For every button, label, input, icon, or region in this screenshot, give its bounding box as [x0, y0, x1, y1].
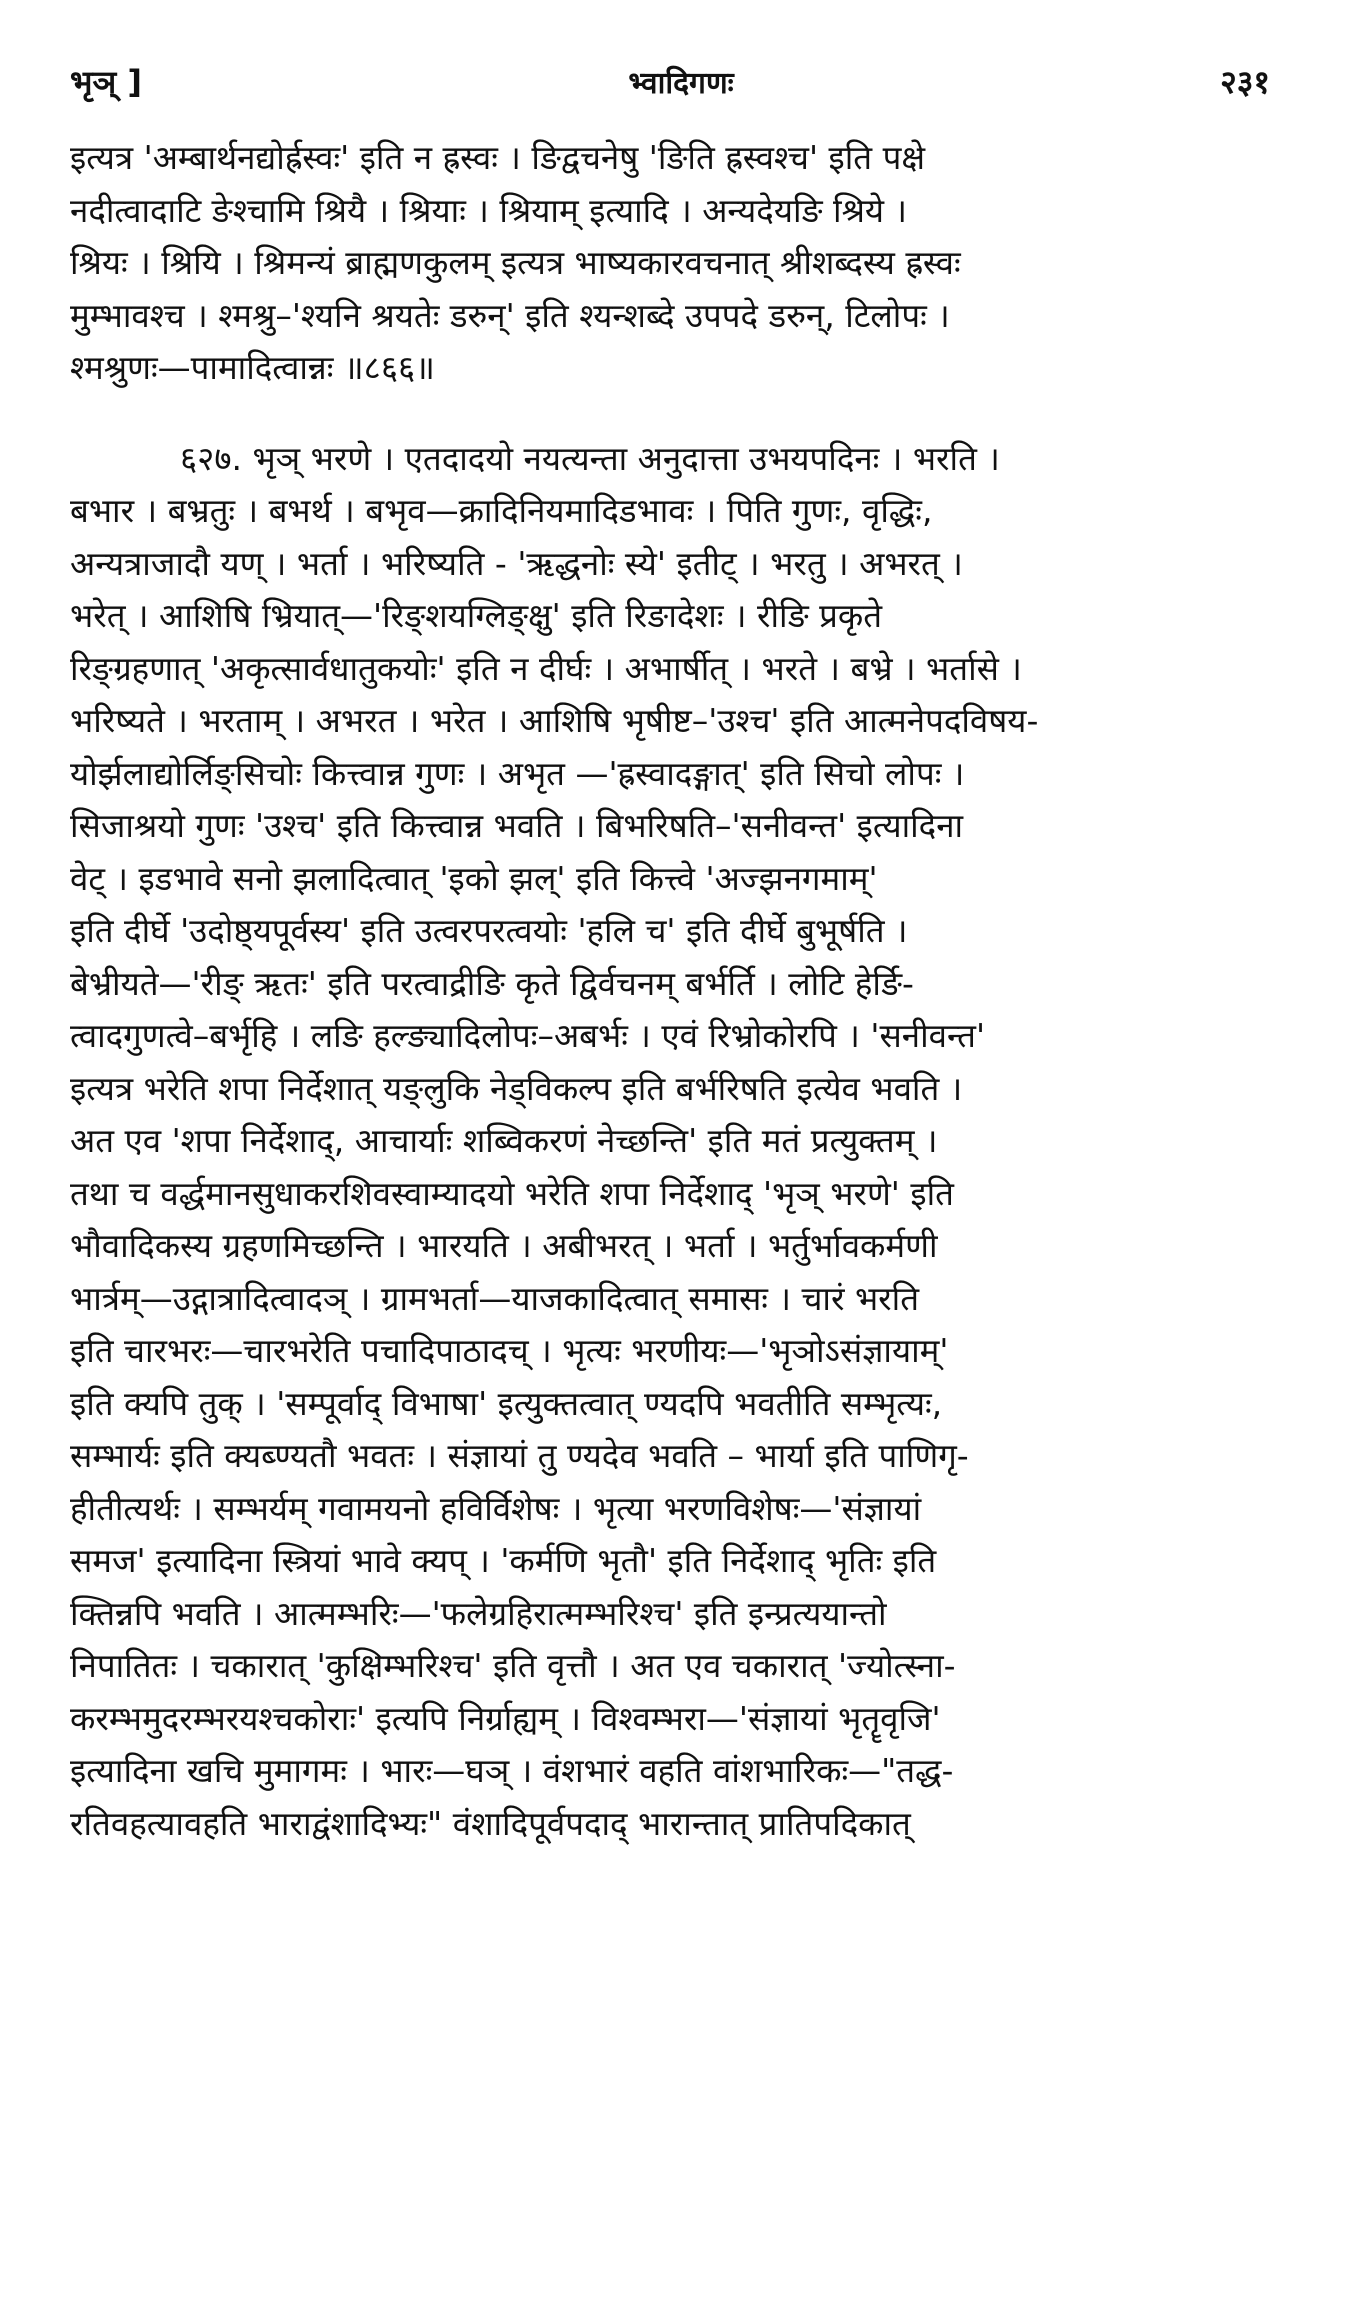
text-line: इति दीर्घे 'उदोष्ठ्यपूर्वस्य' इति उत्वरपरत्वयोः 'हलि च' इति दीर्घे बुभूर्षति ।: [70, 911, 908, 950]
text-line: सम्भार्यः इति क्यब्ण्यतौ भवतः । संज्ञायां तु ण्यदेव भवति – भार्या इति पाणिगृ-: [70, 1436, 969, 1475]
text-line: इति क्यपि तुक् । 'सम्पूर्वाद् विभाषा' इत्युक्तत्वात् ण्यदपि भवतीति सम्भृत्यः,: [70, 1383, 943, 1423]
text-line: अन्यत्राजादौ यण् । भर्ता । भरिष्यति - 'ऋद्धनोः स्ये' इतीट् । भरतु । अभरत् ।: [70, 543, 963, 583]
text-line: श्रियः । श्रियि । श्रिमन्यं ब्राह्मणकुलम् इत्यत्र भाष्यकारवचनात् श्रीशब्दस्य ह्रस्वः: [70, 243, 961, 282]
text-line: रतिवहत्यावहति भाराद्वंशादिभ्यः" वंशादिपूर्वपदाद् भारान्तात् प्रातिपदिकात्: [70, 1803, 911, 1843]
text-line: बभार । बभ्रतुः । बभर्थ । बभृव—क्रादिनियमादिडभावः । पिति गुणः, वृद्धिः,: [70, 491, 933, 530]
text-line: हीतीत्यर्थः । सम्भर्यम् गवामयनो हविर्विशेषः । भृत्या भरणविशेषः—'संज्ञायां: [70, 1488, 922, 1528]
text-line: अत एव 'शपा निर्देशाद्, आचार्याः शब्विकरणं नेच्छन्ति' इति मतं प्रत्युक्तम् ।: [70, 1121, 938, 1160]
text-line: त्वादगुणत्वे–बर्भृहि । लङि हल्ङ्यादिलोपः–अबर्भः । एवं रिभ्रोकोरपि । 'सनीवन्त': [70, 1016, 986, 1055]
text-line: बेभ्रीयते—'रीङ् ऋतः' इति परत्वाद्रीङि कृते द्विर्वचनम् बर्भर्ति । लोटि हेर्ङि-: [70, 963, 914, 1003]
text-line: समज' इत्यादिना स्त्रियां भावे क्यप् । 'कर्मणि भृतौ' इति निर्देशाद् भृतिः इति: [70, 1541, 937, 1580]
text-line: करम्भमुदरम्भरयश्चकोराः' इत्यपि निर्ग्राह्यम् । विश्वम्भरा—'संज्ञायां भृतॄवृजि': [70, 1698, 941, 1738]
text-line: वेट् । इडभावे सनो झलादित्वात् 'इको झल्' इति कित्त्वे 'अज्झनगमाम्': [70, 858, 878, 898]
text-line: भार्त्रम्—उद्गात्रादित्वादञ् । ग्रामभर्ता—याजकादित्वात् समासः । चारं भरति: [70, 1278, 919, 1318]
paragraph-1: [70, 132, 1270, 395]
text-line: रिङ्ग्रहणात् 'अकृत्सार्वधातुकयोः' इति न दीर्घः । अभार्षीत् । भरते । बभ्रे । भर्तासे ।: [70, 648, 1022, 688]
page-number: २३१: [1220, 63, 1270, 101]
text-line: नदीत्वादाटि ङेश्चामि श्रियै । श्रियाः । श्रियाम् इत्यादि । अन्यदेयङि श्रिये ।: [70, 190, 908, 230]
text-line: भरेत् । आशिषि भ्रियात्—'रिङ्शयग्लिङ्क्षु' इति रिङादेशः । रीङि प्रकृते: [70, 596, 883, 635]
text-line: इत्यादिना खचि मुमागमः । भारः—घञ् । वंशभारं वहति वांशभारिकः—"तद्ध-: [70, 1751, 954, 1790]
header-chapter-title: भ्वादिगणः: [628, 66, 734, 101]
text-line: योर्झलाद्योर्लिङ्सिचोः कित्त्वान्न गुणः । अभृत —'ह्रस्वादङ्गात्' इति सिचो लोपः ।: [70, 753, 965, 793]
text-line: श्मश्रुणः—पामादित्वान्नः ॥८६६॥: [70, 348, 435, 387]
text-line: मुम्भावश्च । श्मश्रु–'श्यनि श्रयतेः डरुन्' इति श्यन्शब्दे उपपदे डरुन्, टिलोपः ।: [70, 295, 950, 335]
text-line: क्तिन्नपि भवति । आत्मम्भरिः—'फलेग्रहिरात्मम्भरिश्च' इति इन्प्रत्ययान्तो: [70, 1593, 887, 1633]
text-line: इत्यत्र भरेति शपा निर्देशात् यङ्लुकि नेड्विकल्प इति बर्भरिषति इत्येव भवति ।: [70, 1068, 963, 1108]
text-line: सिजाश्रयो गुणः 'उश्च' इति कित्त्वान्न भवति । बिभरिषति–'सनीवन्त' इत्यादिना: [70, 806, 964, 845]
text-line: तथा च वर्द्धमानसुधाकरशिवस्वाम्यादयो भरेति शपा निर्देशाद् 'भृञ् भरणे' इति: [70, 1173, 954, 1213]
text-line: निपातितः । चकारात् 'कुक्षिम्भरिश्च' इति वृत्तौ । अत एव चकारात् 'ज्योत्स्ना-: [70, 1646, 956, 1685]
page-header: [70, 60, 1270, 132]
book-page: [70, 60, 1270, 1850]
header-section-ref: भृञ् ]: [70, 63, 143, 101]
text-line: भौवादिकस्य ग्रहणमिच्छन्ति । भारयति । अबीभरत् । भर्ता । भर्तुर्भावकर्मणी: [70, 1226, 938, 1265]
text-line: ६२७. भृञ् भरणे । एतदादयो नयत्यन्ता अनुदात्ता उभयपदिनः । भरति ।: [180, 438, 1000, 478]
text-line: इत्यत्र 'अम्बार्थनद्योर्ह्रस्वः' इति न ह्रस्वः । ङिद्वचनेषु 'ङिति ह्रस्वश्च' इति पक्षे: [70, 138, 925, 177]
text-line: इति चारभरः—चारभरेति पचादिपाठादच् । भृत्यः भरणीयः—'भृञोऽसंज्ञायाम्': [70, 1331, 949, 1370]
paragraph-2: [70, 433, 1270, 1851]
text-line: भरिष्यते । भरताम् । अभरत । भरेत । आशिषि भृषीष्ट–'उश्च' इति आत्मनेपदविषय-: [70, 701, 1039, 740]
